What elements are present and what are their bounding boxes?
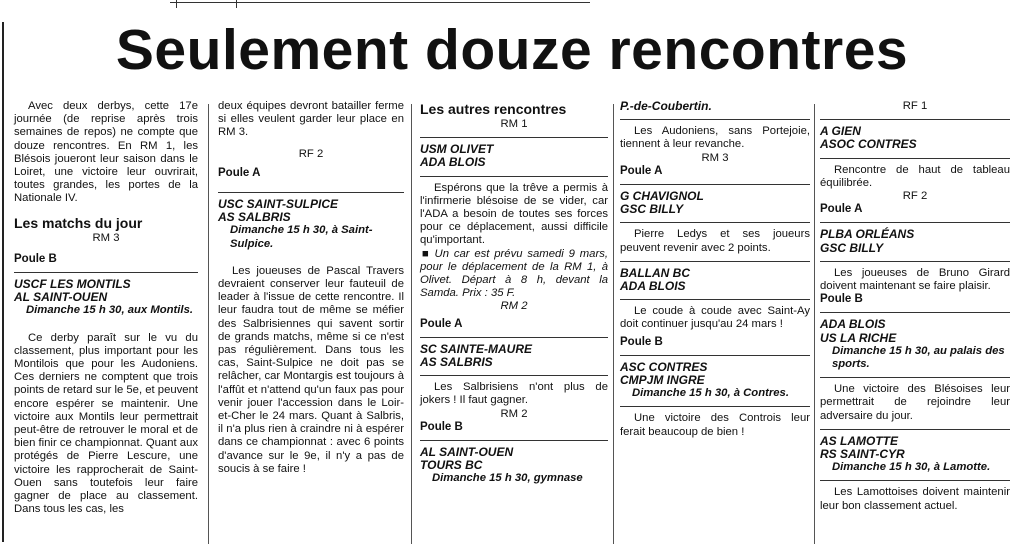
divider	[420, 176, 608, 177]
team-name: BALLAN BC	[620, 265, 690, 280]
poule-label: Poule A	[218, 166, 261, 179]
match-date: Dimanche 15 h 30, gymnase	[432, 472, 583, 485]
team-name: PLBA ORLÉANS	[820, 227, 915, 242]
divider	[820, 429, 1010, 430]
top-rule	[170, 2, 590, 3]
notice-paragraph	[420, 248, 608, 301]
division-label: RM 2	[500, 300, 528, 313]
team-name: A GIEN	[820, 124, 861, 139]
article-paragraph: Les Audoniens, sans Portejoie, tiennent à leur revanche.	[620, 125, 810, 151]
poule-label: Poule B	[620, 335, 663, 348]
article-paragraph: Rencontre de haut de tableau équilibrée.	[820, 163, 1010, 189]
divider	[420, 375, 608, 376]
team-name: SC SAINTE-MAURE	[420, 341, 533, 356]
notice-text: Un car est prévu samedi 9 mars, pour le déplacement de la RM 1, à Olivet. Départ à 8 h, devant la Samda. Prix : 35 F.	[420, 247, 608, 300]
team-name: TOURS BC	[420, 458, 483, 473]
divider	[620, 222, 810, 223]
poule-label: Poule B	[14, 252, 57, 265]
team-name: GSC BILLY	[820, 240, 884, 255]
match-date: Dimanche 15 h 30, à Contres.	[632, 387, 789, 400]
divider	[620, 355, 810, 356]
divider	[820, 377, 1010, 378]
column-rule	[411, 104, 412, 544]
article-paragraph: Espérons que la trêve a permis à l'infirmerie blésoise de se vider, car l'ADA a besoin de toutes ses forces pour ce déplacement, aussi difficile qu'important.	[420, 181, 608, 247]
divider	[620, 299, 810, 300]
team-name: G CHAVIGNOL	[620, 189, 704, 204]
article-paragraph: Les Lamottoises doivent maintenir leur bon classement actuel.	[820, 486, 1010, 512]
divider	[620, 184, 810, 185]
column-5	[820, 100, 1010, 513]
article-paragraph: Ce derby paraît sur le vu du classement, plus important pour les Montilois que pour les Audoniens. Ces derniers ne comptent que trois points de retard sur le 5e, et peuvent encore espérer se maintenir. Une victoire aux Montils leur permettrait peut-être de retrouver le moral et de bien finir ce championnat. Quant aux protégés de Pierre Lescure, une victoire les rapprocherait de Saint-Ouen sans toutefois leur faire gagner de place au classement. Dans tous les cas, les	[14, 331, 199, 516]
team-name: ASOC CONTRES	[820, 137, 917, 152]
column-2	[218, 100, 404, 476]
division-label: RF 2	[902, 190, 928, 203]
article-paragraph: Les joueuses de Pascal Travers devraient conserver leur fauteuil de leader à l'issue de cette rencontre. Il leur faudra tout de même se méfier des Salbrisiennes qui savent sortir de grands matchs, même si ce n'est pas régulièrement. Dans tous les cas, Saint-Sulpice ne doit pas se relâcher, car Montargis est toujours à l'affût et n'attend qu'un faux pas pour venir jouer l'accession dans le Loir-et-Cher le 24 mars. Quant à Salbris, il n'a plus rien à craindre ni à espérer dans ce championnat : avec 6 points d'avance sur le 9e, il n'y a pas de soucis à se faire !	[218, 264, 404, 475]
team-name: AL SAINT-OUEN	[14, 290, 108, 305]
team-name: ASC CONTRES	[620, 359, 708, 374]
match-date: Dimanche 15 h 30, au palais des sports.	[832, 344, 1005, 371]
column-3	[420, 100, 608, 486]
team-name: AS LAMOTTE	[820, 433, 898, 448]
divider	[820, 119, 1010, 120]
divider	[820, 222, 1010, 223]
divider	[420, 137, 608, 138]
division-label: RF 2	[298, 147, 324, 160]
divider	[218, 192, 404, 193]
column-1	[14, 100, 198, 516]
column-4	[620, 100, 810, 439]
team-name: GSC BILLY	[620, 202, 684, 217]
divider	[620, 261, 810, 262]
match-date: Dimanche 15 h 30, aux Montils.	[26, 304, 193, 317]
poule-label: Poule B	[820, 293, 863, 306]
column-rule	[613, 104, 614, 544]
poule-label: Poule A	[620, 164, 663, 177]
article-paragraph: deux équipes devront batailler ferme si elles veulent garder leur place en RM 3.	[218, 100, 404, 139]
divider	[14, 272, 198, 273]
team-name: USM OLIVET	[420, 142, 494, 157]
divider	[420, 337, 608, 338]
column-rule	[814, 104, 815, 544]
divider	[620, 406, 810, 407]
divider	[620, 119, 810, 120]
team-name: US LA RICHE	[820, 330, 897, 345]
team-name: AL SAINT-OUEN	[420, 445, 514, 460]
divider	[420, 440, 608, 441]
top-tick	[236, 0, 237, 8]
poule-label: Poule A	[420, 317, 463, 330]
divider	[820, 261, 1010, 262]
intro-paragraph: Avec deux derbys, cette 17e journée (de reprise après trois semaines de repos) ne compte que douze rencontres. En RM 1, les Blésois joueront leur saison dans le Loiret, une victoire leur ouvrirait, toutes grandes, les portes de la Nationale IV.	[14, 100, 198, 205]
team-name: USCF LES MONTILS	[14, 277, 131, 292]
left-margin-rule	[2, 22, 4, 542]
article-paragraph: Le coude à coude avec Saint-Ay doit continuer jusqu'au 24 mars !	[620, 305, 810, 331]
division-label: RM 1	[500, 118, 528, 130]
poule-label: Poule A	[820, 203, 863, 216]
article-paragraph: Pierre Ledys et ses joueurs peuvent revenir avec 2 points.	[620, 228, 810, 254]
match-date: Dimanche 15 h 30, à Saint-Sulpice.	[230, 224, 373, 250]
team-name: RS SAINT-CYR	[820, 447, 905, 462]
team-name: USC SAINT-SULPICE	[218, 197, 339, 212]
team-name: AS SALBRIS	[218, 210, 291, 225]
division-label: RF 1	[902, 100, 928, 112]
division-label: RM 2	[500, 407, 528, 420]
team-name: ADA BLOIS	[820, 317, 886, 332]
column-rule	[208, 104, 209, 544]
divider	[820, 312, 1010, 313]
team-name: AS SALBRIS	[420, 355, 493, 370]
venue-label: P.-de-Coubertin.	[620, 99, 712, 113]
top-tick	[176, 0, 177, 8]
match-date: Dimanche 15 h 30, à Lamotte.	[832, 461, 991, 474]
divider	[820, 158, 1010, 159]
divider	[820, 480, 1010, 481]
article-paragraph: Une victoire des Controis leur ferait beaucoup de bien !	[620, 412, 810, 438]
bullet-icon: ■	[422, 247, 431, 260]
division-label: RM 3	[92, 231, 120, 244]
section-title: Les matchs du jour	[14, 214, 143, 231]
section-title: Les autres rencontres	[420, 101, 567, 117]
team-name: ADA BLOIS	[420, 155, 486, 170]
article-paragraph: Les Salbrisiens n'ont plus de jokers ! Il faut gagner.	[420, 381, 608, 407]
team-name: CMPJM INGRE	[620, 373, 705, 388]
poule-label: Poule B	[420, 420, 463, 433]
team-name: ADA BLOIS	[620, 279, 686, 294]
headline: Seulement douze rencontres	[115, 18, 909, 82]
division-label: RM 3	[701, 151, 729, 164]
article-paragraph: Les joueuses de Bruno Girard doivent maintenant se faire plaisir.	[820, 266, 1010, 293]
article-paragraph: Une victoire des Blésoises leur permettrait de rejoindre leur adversaire du jour.	[820, 383, 1010, 422]
